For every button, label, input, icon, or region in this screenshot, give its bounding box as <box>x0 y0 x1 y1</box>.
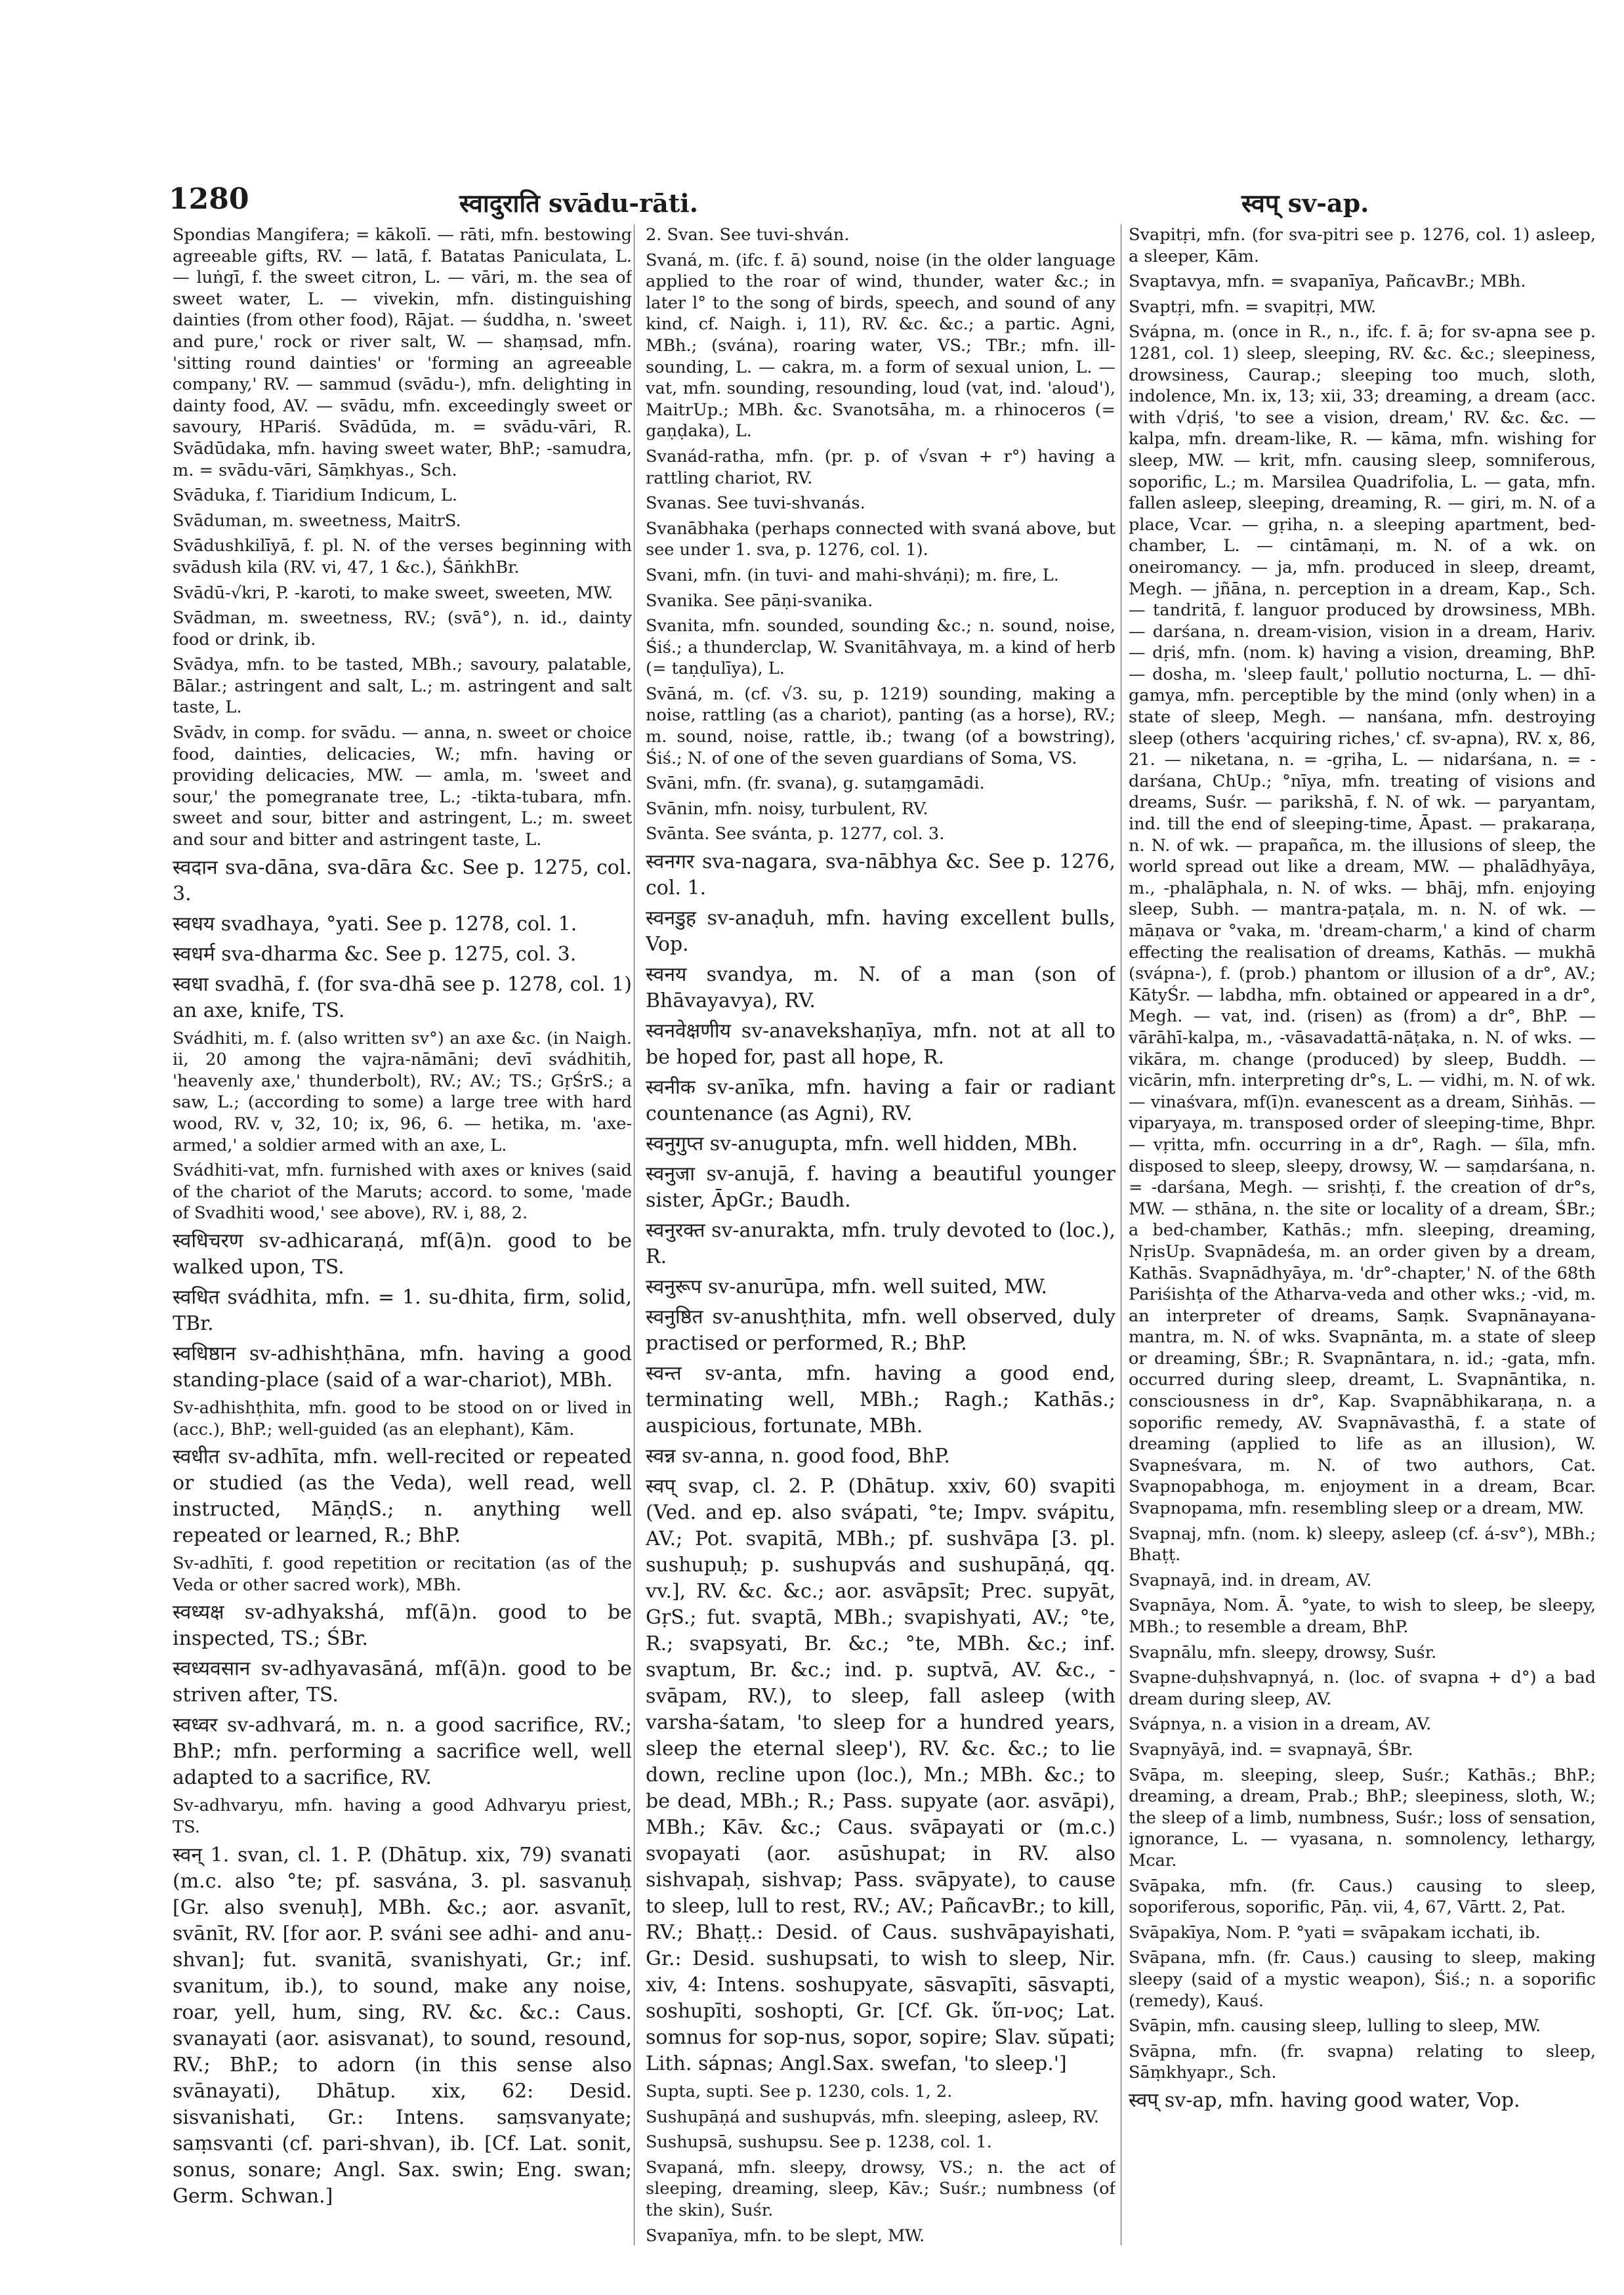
dictionary-entry: Svapnālu, mfn. sleepy, drowsy, Suśr. <box>1129 1642 1437 1663</box>
dictionary-entry: स्वधिचरण sv-adhicaraṇá, mf(ā)n. good to be walked upon, TS. <box>173 1229 632 1279</box>
dictionary-entry: Svanābhaka (perhaps connected with svaná above, but see under 1. sva, p. 1276, col. 1). <box>646 518 1115 560</box>
dictionary-entry: स्वनीक sv-anīka, mfn. having a fair or radiant countenance (as Agni), RV. <box>646 1076 1115 1126</box>
dictionary-entry: स्वधिष्ठान sv-adhishṭhāna, mfn. having a good standing-place (said of a war-chariot), MBh. <box>173 1342 632 1392</box>
dictionary-entry: Svāpaka, mfn. (fr. Caus.) causing to sleep, soporiferous, soporific, Pāṇ. vii, 4, 67, Vārtt. 2, Pat. <box>1129 1876 1596 1918</box>
dictionary-entry: Svápna, m. (once in R., n., ifc. f. ā; for sv-apna see p. 1281, col. 1) sleep, sleeping, RV. &c. &c.; sleepiness, drowsiness, Caurap.; sleeping too much, sloth, indolence, Mn. ix, 13; xii, 33; dreaming, a dream (acc. with √dṛiś, 'to see a vision, dream,' RV. &c. &c. — kalpa, mfn. dream-like, R. — kāma, mfn. wishing for sleep, MW. — krit, mfn. causing sleep, somniferous, soporific, L.; m. Marsilea Quadrifolia, L. — gata, mfn. fallen asleep, sleeping, dreaming, R. — giri, m. N. of a place, Vcar. — gṛiha, n. a sleeping apartment, bed-chamber, L. — cintāmaṇi, m. N. of a wk. on oneiromancy. — ja, mfn. produced in sleep, dreamt, Megh. — jñāna, n. perception in a dream, Kap., Sch. — tandritā, f. languor produced by drowsiness, MBh. — darśana, n. dream-vision, vision in a dream, Hariv. — dṛiś, mfn. (nom. k) having a vision, dreaming, BhP. — dosha, m. 'sleep fault,' pollutio nocturna, L. — dhī-gamya, mfn. perceptible by the mind (only when) in a state of sleep, Megh. — nanśana, mfn. destroying sleep (others 'acquiring riches,' cf. sv-apna), RV. x, 86, 21. — niketana, n. = -gṛiha, L. — nidarśana, n. = -darśana, ChUp.; °nīya, mfn. treating of visions and dreams, Suśr. — parikshā, f. N. of wk. — paryantam, ind. till the end of sleeping-time, Āpast. — prakaraṇa, n. N. of wk. — prapañca, m. the illusions of sleep, the world spread out like a dream, MW. — phalādhyāya, m., -phalāphala, n. N. of wks. — bhāj, mfn. enjoying sleep, Subh. — mantra-paṭala, m. n. N. of wk. — māṇava or °vaka, m. 'dream-charm,' a kind of charm effecting the realisation of dreams, Kathās. — mukhā (svápna-), f. (prob.) phantom or illusion of a dr°, AV.; KātyŚr. — labdha, mfn. obtained or appeared in a dr°, Megh. — vat, ind. (risen) as (from) a dr°, BhP. — vārāhī-kalpa, m., -vāsavadattā-nāṭaka, n. N. of wks. — vikāra, m. change (produced) by sleep, Buddh. — vicārin, mfn. interpreting dr°s, L. — vidhi, m. N. of wk. — vinaśvara, mf(ī)n. evanescent as a dream, Siṅhās. — viparyaya, m. transposed order of sleeping-time, Bhpr. — vṛitta, mfn. occurring in a dr°, Ragh. — śīla, mfn. disposed to sleep, sleepy, drowsy, W. — saṃdarśana, n. = -darśana, Megh. — srishṭi, f. the creation of dr°s, MW. — sthāna, n. the site or locality of a dream, ŚBr.; a bed-chamber, Kathās.; mfn. sleeping, dreaming, NṛisUp. Svapnādeśa, m. an order given by a dream, Kathās. Svapnādhyāya, m. 'dr°-chapter,' N. of the 68th Pariśishṭa of the Atharva-veda and other wks.; -vid, m. an interpreter of dreams, Saṃk. Svapnānayana-mantra, m. N. of wks. Svapnānta, m. a state of sleep or dreaming, ŚBr.; R. Svapnāntara, n. id.; -gata, mfn. occurred during sleep, dreamt, L. Svapnāntika, n. consciousness in dr°, Kap. Svapnābhikaraṇa, n. a soporific remedy, AV. Svapnāvasthā, f. a state of dreaming (applied to life as an illusion), W. Svapneśvara, m. N. of two authors, Cat. Svapnopabhoga, m. enjoyment in a dream, Bcar. Svapnopama, mfn. resembling sleep or a dream, MW. <box>1129 322 1596 1519</box>
dictionary-entry: स्वदान sva-dāna, sva-dāra &c. See p. 1275, col. 3. <box>173 856 632 905</box>
dictionary-entry: Svāpana, mfn. (fr. Caus.) causing to sleep, making sleepy (said of a mystic weapon), Śiś.; n. a soporific (remedy), Kauś. <box>1129 1948 1596 2011</box>
dictionary-entry: Svāná, m. (cf. √3. su, p. 1219) sounding, making a noise, rattling (as a chariot), panting (as a horse), RV.; m. sound, noise, rattle, ib.; twang (of a bowstring), Śiś.; N. of one of the seven guardians of Soma, VS. <box>646 684 1115 768</box>
dictionary-entry: Svānta. See svánta, p. 1277, col. 3. <box>646 824 945 844</box>
left-guide-word: स्वादुराति svādu-rāti. <box>459 188 698 218</box>
dictionary-entry: स्वनुजा sv-anujā, f. having a beautiful younger sister, ĀpGr.; Baudh. <box>646 1163 1115 1212</box>
dictionary-entry: Svanád-ratha, mfn. (pr. p. of √svan + r°) having a rattling chariot, RV. <box>646 446 1115 488</box>
dictionary-entry: Svānin, mfn. noisy, turbulent, RV. <box>646 798 928 819</box>
dictionary-entry: Svādv, in comp. for svādu. — anna, n. sweet or choice food, dainties, delicacies, W.; mfn. having or providing delicacies, MW. — amla, m. 'sweet and sour,' the pomegranate tree, L.; -tikta-tubara, mfn. sweet and sour, bitter and astringent, L.; m. sweet and sour and bitter and astringent taste, L. <box>173 723 632 850</box>
dictionary-entry: स्वनगर sva-nagara, sva-nābhya &c. See p. 1276, col. 1. <box>646 850 1115 900</box>
dictionary-entry: Spondias Mangifera; = kākolī. — rāti, mfn. bestowing agreeable gifts, RV. — latā, f. Batatas Paniculata, L. — luṅgī, f. the sweet citron, L. — vāri, m. the sea of sweet water, L. — vivekin, mfn. distinguishing dainties (from other food), Rājat. — śuddha, n. 'sweet and pure,' rock or river salt, W. — shaṃsad, mfn. 'sitting round dainties' or 'forming an agreeable company,' RV. — sammud (svādu-), mfn. delighting in dainty food, AV. — svādu, mfn. exceedingly sweet or savoury, HPariś. Svādūda, m. = svādu-vāri, R. Svādūdaka, mfn. having sweet water, BhP.; -samudra, m. = svādu-vāri, Sāṃkhyas., Sch. <box>173 225 632 480</box>
dictionary-entry: Svapaná, mfn. sleepy, drowsy, VS.; n. the act of sleeping, dreaming, sleep, Kāv.; Suśr.; numbness (of the skin), Suśr. <box>646 2157 1115 2220</box>
dictionary-entry: Svaptṛi, mfn. = svapitṛi, MW. <box>1129 297 1377 317</box>
dictionary-entry: Svaná, m. (ifc. f. ā) sound, noise (in the older language applied to the roar of wind, thunder, water &c.; in later l° to the song of birds, speech, and sound of any kind, cf. Naigh. i, 11), RV. &c. &c.; a partic. Agni, MBh.; (svána), roaring water, VS.; TBr.; mfn. ill-sounding, L. — cakra, m. a form of sexual union, L. — vat, mfn. sounding, resounding, loud (vat, ind. 'aloud'), MaitrUp.; MBh. &c. Svanotsāha, m. a rhinoceros (= gaṇḍaka), L. <box>646 250 1115 442</box>
column-right <box>1129 224 1596 2245</box>
dictionary-entry: Sushupāṇá and sushupvás, mfn. sleeping, asleep, RV. <box>646 2107 1099 2127</box>
dictionary-entry: Svapnāya, Nom. Ā. °yate, to wish to sleep, be sleepy, MBh.; to resemble a dream, BhP. <box>1129 1596 1596 1637</box>
dictionary-entry: Sv-adhishṭhita, mfn. good to be stood on or lived in (acc.), BhP.; well-guided (as an elephant), Kām. <box>173 1397 632 1439</box>
column-left <box>173 224 632 2245</box>
dictionary-entry: 2. Svan. See tuvi-shván. <box>646 225 850 245</box>
dictionary-entry: Svāni, mfn. (fr. svana), g. sutaṃgamādi. <box>646 774 985 794</box>
dictionary-entry: स्वन् 1. svan, cl. 1. P. (Dhātup. xix, 79) svanati (m.c. also °te; pf. sasvána, 3. pl. sasvanuḥ [Gr. also svenuḥ], MBh. &c.; aor. asvanīt, svānīt, RV. [for aor. P. sváni see adhi- and anu-shvan]; fut. svanitā, svanishyati, Gr.; inf. svanitum, ib.), to sound, make any noise, roar, yell, hum, sing, RV. &c. &c.: Caus. svanayati (aor. asisvanat), to sound, resound, RV.; BhP.; to adorn (in this sense also svānayati), Dhātup. xix, 62: Desid. sisvanishati, Gr.: Intens. saṃsvanyate; saṃsvanti (cf. pari-shvan), ib. [Cf. Lat. sonit, sonus, sonare; Angl. Sax. swin; Eng. swan; Germ. Schwan.] <box>173 1843 632 2208</box>
dictionary-entry: स्वनुष्ठित sv-anushṭhita, mfn. well observed, duly practised or performed, R.; BhP. <box>646 1306 1115 1355</box>
dictionary-entry: स्वनय svandya, m. N. of a man (son of Bhāvayavya), RV. <box>646 963 1115 1013</box>
column-divider <box>634 224 635 2245</box>
dictionary-entry: स्वनुगुप्त sv-anugupta, mfn. well hidden, MBh. <box>646 1132 1078 1156</box>
dictionary-entry: स्वध्यवसान sv-adhyavasāná, mf(ā)n. good to be striven after, TS. <box>173 1657 632 1707</box>
page-number: 1280 <box>169 182 249 216</box>
dictionary-entry: स्वधर्म sva-dharma &c. See p. 1275, col. 3. <box>173 942 577 966</box>
dictionary-entry: स्वधय svadhaya, °yati. See p. 1278, col. 1. <box>173 912 577 936</box>
dictionary-entry: Svādū-√kri, P. -karoti, to make sweet, sweeten, MW. <box>173 583 614 603</box>
dictionary-entry: Svanita, mfn. sounded, sounding &c.; n. sound, noise, Śiś.; a thunderclap, W. Svanitāhvaya, m. a kind of herb (= taṇḍulīya), L. <box>646 616 1115 679</box>
dictionary-entry: Svapnyāyā, ind. = svapnayā, ŚBr. <box>1129 1739 1413 1760</box>
dictionary-entry: Svapanīya, mfn. to be slept, MW. <box>646 2225 925 2245</box>
dictionary-entry: स्वप् sv-ap, mfn. having good water, Vop. <box>1129 2088 1520 2112</box>
dictionary-entry: स्वनुरक्त sv-anurakta, mfn. truly devoted to (loc.), R. <box>646 1219 1115 1269</box>
dictionary-entry: Svanas. See tuvi-shvanás. <box>646 493 865 514</box>
dictionary-entry: स्वधा svadhā, f. (for sva-dhā see p. 1278, col. 1) an axe, knife, TS. <box>173 972 632 1022</box>
dictionary-entry: स्वनडुह sv-anaḍuh, mfn. having excellent bulls, Vop. <box>646 907 1115 957</box>
dictionary-entry: Svāpin, mfn. causing sleep, lulling to sleep, MW. <box>1129 2016 1541 2037</box>
dictionary-entry: Svápnya, n. a vision in a dream, AV. <box>1129 1714 1432 1735</box>
dictionary-entry: Svādushkilīyā, f. pl. N. of the verses beginning with svādush kila (RV. vi, 47, 1 &c.), ŚāṅkhBr. <box>173 536 632 577</box>
column-middle <box>646 224 1115 2245</box>
dictionary-entry: Svapnayā, ind. in dream, AV. <box>1129 1570 1372 1590</box>
dictionary-entry: Svāpna, mfn. (fr. svapna) relating to sleep, Sāṃkhyapr., Sch. <box>1129 2041 1596 2083</box>
dictionary-entry: Svádhiti, m. f. (also written sv°) an axe &c. (in Naigh. ii, 20 among the vajra-nāmāni; devī svádhitih, 'heavenly axe,' thunderbolt), RV.; AV.; TS.; GṛŚrS.; a saw, L.; (according to some) a large tree with hard wood, RV. v, 32, 10; ix, 96, 6. — hetika, m. 'axe-armed,' a soldier armed with an axe, L. <box>173 1028 632 1155</box>
dictionary-entry: Svanika. See pāṇi-svanika. <box>646 590 873 611</box>
dictionary-entry: स्वधित svádhita, mfn. = 1. su-dhita, firm, solid, TBr. <box>173 1285 632 1335</box>
dictionary-entry: Svāpakīya, Nom. P. °yati = svāpakam icchati, ib. <box>1129 1922 1541 1943</box>
dictionary-entry: Svapnaj, mfn. (nom. k) sleepy, asleep (cf. á-sv°), MBh.; Bhaṭṭ. <box>1129 1523 1596 1565</box>
dictionary-entry: स्वन्न sv-anna, n. good food, BhP. <box>646 1445 950 1468</box>
dictionary-entry: Svādman, m. sweetness, RV.; (svā°), n. id., dainty food or drink, ib. <box>173 608 632 650</box>
dictionary-entry: स्वध्यक्ष sv-adhyakshá, mf(ā)n. good to be inspected, TS.; ŚBr. <box>173 1601 632 1651</box>
dictionary-entry: स्वधीत sv-adhīta, mfn. well-recited or repeated or studied (as the Veda), well read, well instructed, MāṇḍS.; n. anything well repeated or learned, R.; BhP. <box>173 1445 632 1548</box>
dictionary-entry: स्वप् svap, cl. 2. P. (Dhātup. xxiv, 60) svapiti (Ved. and ep. also svápati, °te; Impv. svápitu, AV.; Pot. svapitā, MBh.; pf. sushvāpa [3. pl. sushupuḥ; p. sushupvás and sushupāṇá, qq. vv.], RV. &c. &c.; aor. asvāpsīt; Prec. supyāt, GṛS.; fut. svaptā, MBh.; svapishyati, AV.; °te, R.; svapsyati, Br. &c.; °te, MBh. &c.; inf. svaptum, Br. &c.; ind. p. suptvā, AV. &c., -svāpam, RV.), to sleep, fall asleep (with varsha-śatam, 'to sleep for a hundred years, sleep the eternal sleep'), RV. &c. &c.; to lie down, recline upon (loc.), Mn.; MBh. &c.; to be dead, MBh.; R.; Pass. supyate (aor. asvāpi), MBh.; Kāv. &c.; Caus. svāpayati or (m.c.) svopayati (aor. asūshupat; in RV. also sishvapaḥ, sishvap; Pass. svāpyate), to cause to sleep, lull to rest, RV.; AV.; PañcavBr.; to kill, RV.; Bhaṭṭ.: Desid. of Caus. sushvāpayishati, Gr.: Desid. sushupsati, to wish to sleep, Nir. xiv, 4: Intens. soshupyate, sāsvapīti, sāsvapti, soshupīti, soshopti, Gr. [Cf. Gk. ὕπ-νος; Lat. somnus for sop-nus, sopor, sopire; Slav. sŭpati; Lith. sápnas; Angl.Sax. swefan, 'to sleep.'] <box>646 1475 1115 2076</box>
dictionary-entry: Svāduka, f. Tiaridium Indicum, L. <box>173 486 458 506</box>
dictionary-entry: Svani, mfn. (in tuvi- and mahi-shváṇi); m. fire, L. <box>646 565 1059 585</box>
dictionary-entry: Svādya, mfn. to be tasted, MBh.; savoury, palatable, Bālar.; astringent and salt, L.; m. astringent and salt taste, L. <box>173 655 632 718</box>
right-guide-word: स्वप् sv-ap. <box>1241 188 1369 218</box>
dictionary-entry: Svádhiti-vat, mfn. furnished with axes or knives (said of the chariot of the Maruts; accord. to some, 'made of Svadhiti wood,' see above), RV. i, 88, 2. <box>173 1161 632 1224</box>
dictionary-entry: स्वनुरूप sv-anurūpa, mfn. well suited, MW. <box>646 1275 1048 1299</box>
dictionary-entry: Svāpa, m. sleeping, sleep, Suśr.; Kathās.; BhP.; dreaming, a dream, Prab.; BhP.; sleepiness, sloth, W.; the sleep of a limb, numbness, Suśr.; loss of sensation, ignorance, L. — vyasana, n. somnolency, lethargy, Mcar. <box>1129 1765 1596 1871</box>
dictionary-entry: स्वनवेक्षणीय sv-anavekshaṇīya, mfn. not at all to be hoped for, past all hope, R. <box>646 1020 1115 1069</box>
dictionary-entry: Supta, supti. See p. 1230, cols. 1, 2. <box>646 2082 953 2102</box>
dictionary-entry: Svāduman, m. sweetness, MaitrS. <box>173 510 461 531</box>
dictionary-entry: Svapitṛi, mfn. (for sva-pitri see p. 1276, col. 1) asleep, a sleeper, Kām. <box>1129 225 1596 266</box>
dictionary-entry: Sv-adhvaryu, mfn. having a good Adhvaryu priest, TS. <box>173 1796 632 1837</box>
dictionary-entry: स्वध्वर sv-adhvará, m. n. a good sacrifice, RV.; BhP.; mfn. performing a sacrifice well, well adapted to a sacrifice, RV. <box>173 1714 632 1790</box>
dictionary-entry: Svaptavya, mfn. = svapanīya, PañcavBr.; MBh. <box>1129 272 1526 292</box>
dictionary-entry: Sv-adhīti, f. good repetition or recitation (as of the Veda or other sacred work), MBh. <box>173 1554 632 1595</box>
dictionary-entry: स्वन्त sv-anta, mfn. having a good end, terminating well, MBh.; Ragh.; Kathās.; auspicious, fortunate, MBh. <box>646 1362 1115 1438</box>
dictionary-entry: Svapne-duḥshvapnyá, n. (loc. of svapna + d°) a bad dream during sleep, AV. <box>1129 1668 1596 1709</box>
dictionary-entry: Sushupsā, sushupsu. See p. 1238, col. 1. <box>646 2132 992 2153</box>
